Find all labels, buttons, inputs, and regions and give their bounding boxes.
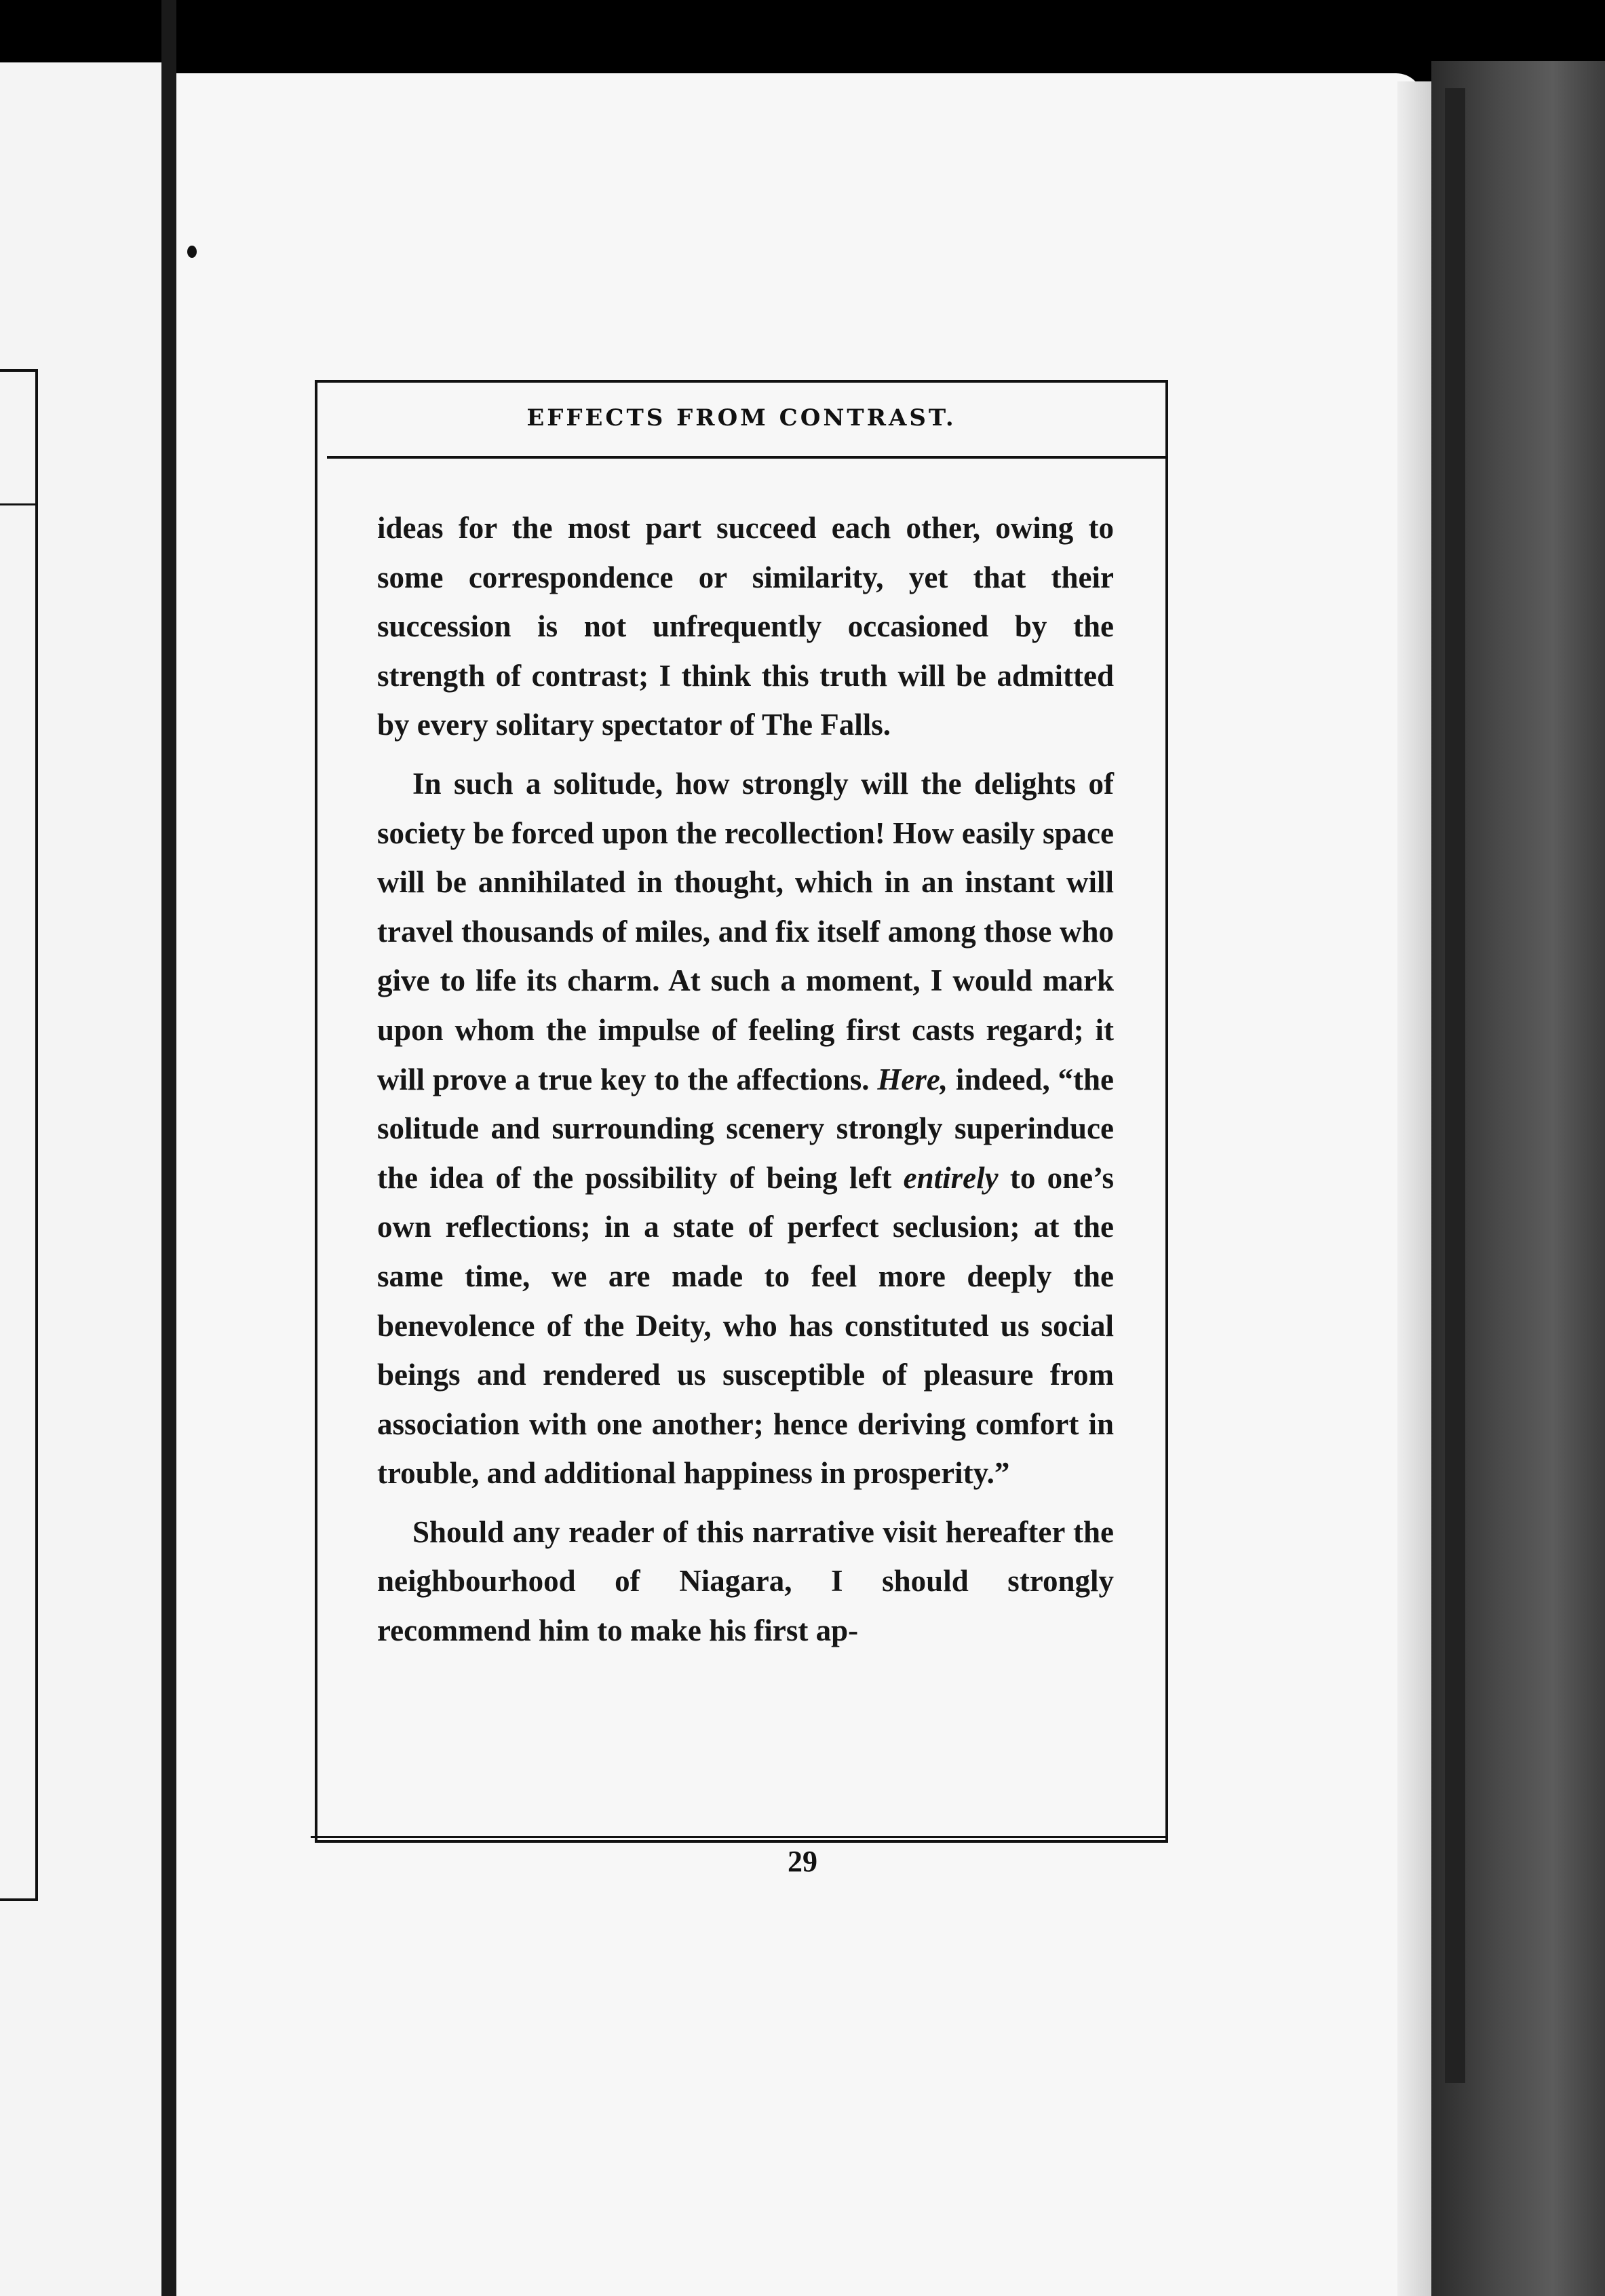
cover-inner-edge xyxy=(1445,88,1465,2083)
body-text xyxy=(377,503,1114,1656)
paragraph xyxy=(377,759,1114,1498)
italic-text-segment: Here, xyxy=(877,1062,948,1096)
frame-bottom-rule xyxy=(311,1836,1167,1838)
text-segment: Should any reader of this narrative visit hereafter the neighbourhood of Niagara, I should strongly recommend him to make his first ap- xyxy=(377,1514,1114,1648)
paragraph xyxy=(377,503,1114,750)
previous-page-head-rule xyxy=(0,503,35,505)
text-segment: In such a solitude, how strongly will the delights of society be forced upon the recollection! How easily space will be annihilated in thought, which in an instant will travel thousands of miles, and fix itself among those who give to life its charm. At such a moment, I would mark upon whom the impulse of feeling first casts regard; it will prove a true key to the affections. xyxy=(377,766,1114,1096)
book-gutter xyxy=(161,0,176,2296)
page-edge-shadow xyxy=(1397,81,1431,2296)
running-head: EFFECTS FROM CONTRAST. xyxy=(526,404,956,432)
previous-page xyxy=(0,62,161,2296)
italic-text-segment: entirely xyxy=(903,1160,999,1195)
paragraph xyxy=(377,1508,1114,1656)
ink-speck xyxy=(187,246,197,258)
page-number: 29 xyxy=(788,1845,817,1878)
text-frame xyxy=(315,380,1168,1843)
text-segment: to one’s own reflections; in a state of perfect seclusion; at the same time, we are made to feel more deeply the benevolence of the Deity, who has constituted us social beings and rendered us susceptible of pleasure from association with one another; hence deriving comfort in trouble, and additional happiness in prosperity.” xyxy=(377,1160,1114,1491)
text-segment: ideas for the most part succeed each other, owing to some correspondence or similarity, yet that their succession is not unfrequently occasioned by the strength of contrast; I think this truth will be admitted by every solitary spectator of The Falls. xyxy=(377,511,1114,742)
running-head-rule xyxy=(327,456,1165,459)
previous-page-frame xyxy=(0,369,38,1901)
text-segment: indeed, “the solitude and surrounding scenery strongly superinduce the idea of the possibility of being left xyxy=(377,1062,1115,1195)
